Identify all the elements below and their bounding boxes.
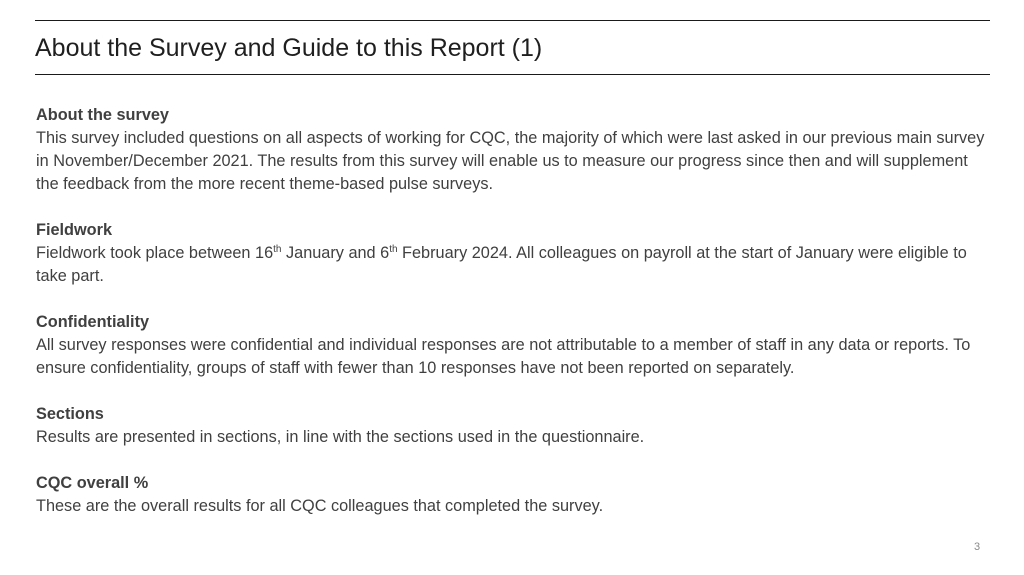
section-text: Results are presented in sections, in line with the sections used in the questionnaire.: [36, 428, 645, 446]
page-title: About the Survey and Guide to this Report (1): [35, 34, 543, 62]
section-heading: Confidentiality: [36, 313, 150, 331]
section-heading: Sections: [36, 405, 104, 423]
section-confidentiality: [36, 311, 991, 380]
ordinal-suffix: th: [273, 244, 282, 255]
fieldwork-text-part: Fieldwork took place between 16: [36, 244, 274, 262]
section-heading: About the survey: [36, 106, 169, 124]
section-cqc-overall: [36, 472, 991, 518]
report-body: [36, 104, 991, 541]
title-top-rule: [35, 20, 990, 21]
ordinal-suffix: th: [389, 244, 398, 255]
section-heading: Fieldwork: [36, 221, 112, 239]
title-bottom-rule: [35, 74, 990, 75]
section-about-survey: [36, 104, 991, 196]
fieldwork-text-part: January and 6: [281, 244, 390, 262]
section-fieldwork: [36, 219, 991, 288]
section-heading: CQC overall %: [36, 474, 149, 492]
section-text: This survey included questions on all aspects of working for CQC, the majority of which were last asked in our previous main survey in November/December 2021. The results from this survey will enable us to measure our progress since then and will supplement the feedback from the more recent theme-based pulse surveys.: [36, 129, 985, 193]
fieldwork-text-part: February 2024. All colleagues on payroll at the start of January were eligible to take part.: [36, 244, 967, 285]
section-text: [36, 242, 991, 288]
page-number: 3: [974, 541, 981, 553]
section-text: All survey responses were confidential and individual responses are not attributable to a member of staff in any data or reports. To ensure confidentiality, groups of staff with fewer than 10 responses have not been reported on separately.: [36, 336, 971, 377]
section-text: These are the overall results for all CQC colleagues that completed the survey.: [36, 497, 604, 515]
section-sections: [36, 403, 991, 449]
